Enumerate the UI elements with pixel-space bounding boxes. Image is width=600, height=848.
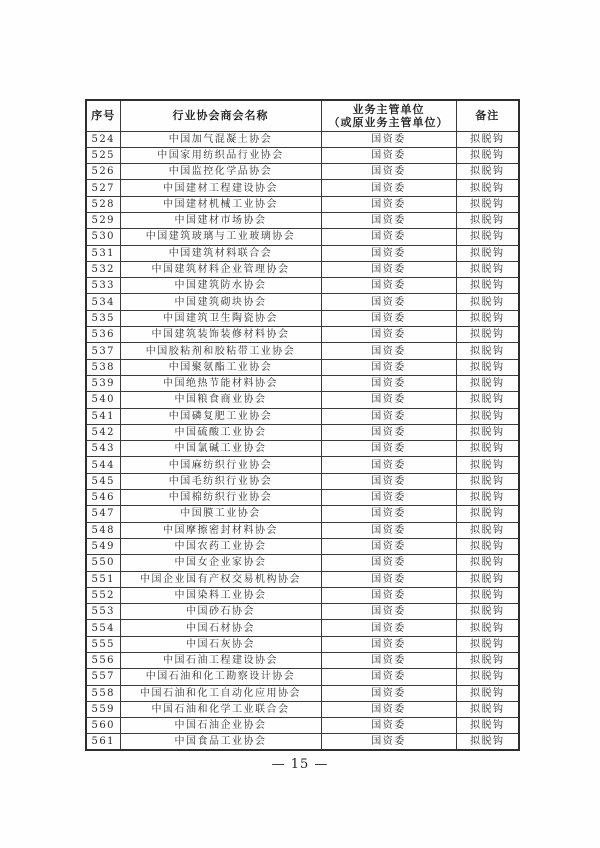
cell-remark: 拟脱钩	[456, 506, 519, 522]
cell-remark: 拟脱钩	[456, 669, 519, 685]
cell-supervisor-unit: 国资委	[321, 734, 456, 751]
table-row	[86, 571, 519, 587]
cell-supervisor-unit: 国资委	[321, 359, 456, 375]
cell-supervisor-unit: 国资委	[321, 343, 456, 359]
table-row	[86, 147, 519, 163]
cell-supervisor-unit: 国资委	[321, 653, 456, 669]
table-row	[86, 555, 519, 571]
cell-serial-number: 535	[86, 310, 120, 326]
cell-remark: 拟脱钩	[456, 375, 519, 391]
table-row	[86, 408, 519, 424]
cell-remark: 拟脱钩	[456, 359, 519, 375]
table-row	[86, 653, 519, 669]
cell-supervisor-unit: 国资委	[321, 522, 456, 538]
cell-association-name: 中国加气混凝土协会	[120, 131, 321, 147]
association-table	[85, 99, 520, 751]
cell-serial-number: 557	[86, 669, 120, 685]
cell-association-name: 中国氯碱工业协会	[120, 441, 321, 457]
cell-supervisor-unit: 国资委	[321, 212, 456, 228]
cell-association-name: 中国建筑防水协会	[120, 278, 321, 294]
cell-association-name: 中国女企业家协会	[120, 555, 321, 571]
cell-association-name: 中国建材市场协会	[120, 212, 321, 228]
cell-supervisor-unit: 国资委	[321, 180, 456, 196]
cell-serial-number: 540	[86, 392, 120, 408]
cell-supervisor-unit: 国资委	[321, 164, 456, 180]
column-header-supervisor	[321, 100, 456, 131]
cell-supervisor-unit: 国资委	[321, 131, 456, 147]
cell-remark: 拟脱钩	[456, 457, 519, 473]
cell-remark: 拟脱钩	[456, 310, 519, 326]
cell-serial-number: 529	[86, 212, 120, 228]
cell-supervisor-unit: 国资委	[321, 392, 456, 408]
cell-supervisor-unit: 国资委	[321, 587, 456, 603]
cell-serial-number: 532	[86, 261, 120, 277]
cell-association-name: 中国建材工程建设协会	[120, 180, 321, 196]
table-row	[86, 620, 519, 636]
cell-serial-number: 534	[86, 294, 120, 310]
table-row	[86, 180, 519, 196]
cell-serial-number: 533	[86, 278, 120, 294]
cell-remark: 拟脱钩	[456, 294, 519, 310]
cell-supervisor-unit: 国资委	[321, 310, 456, 326]
cell-association-name: 中国麻纺织行业协会	[120, 457, 321, 473]
cell-association-name: 中国棉纺织行业协会	[120, 490, 321, 506]
cell-remark: 拟脱钩	[456, 587, 519, 603]
cell-supervisor-unit: 国资委	[321, 327, 456, 343]
table-row	[86, 636, 519, 652]
cell-association-name: 中国石油和化学工业联合会	[120, 701, 321, 717]
cell-remark: 拟脱钩	[456, 490, 519, 506]
table-row	[86, 212, 519, 228]
cell-remark: 拟脱钩	[456, 392, 519, 408]
cell-remark: 拟脱钩	[456, 424, 519, 440]
cell-remark: 拟脱钩	[456, 620, 519, 636]
cell-serial-number: 526	[86, 164, 120, 180]
cell-association-name: 中国粮食商业协会	[120, 392, 321, 408]
cell-serial-number: 541	[86, 408, 120, 424]
cell-serial-number: 539	[86, 375, 120, 391]
cell-supervisor-unit: 国资委	[321, 375, 456, 391]
cell-supervisor-unit: 国资委	[321, 571, 456, 587]
table-body	[86, 131, 519, 750]
cell-association-name: 中国磷复肥工业协会	[120, 408, 321, 424]
cell-remark: 拟脱钩	[456, 701, 519, 717]
table-row	[86, 457, 519, 473]
cell-serial-number: 525	[86, 147, 120, 163]
table-row	[86, 424, 519, 440]
cell-serial-number: 552	[86, 587, 120, 603]
cell-association-name: 中国石材协会	[120, 620, 321, 636]
cell-serial-number: 551	[86, 571, 120, 587]
cell-remark: 拟脱钩	[456, 538, 519, 554]
cell-serial-number: 544	[86, 457, 120, 473]
cell-supervisor-unit: 国资委	[321, 196, 456, 212]
cell-supervisor-unit: 国资委	[321, 620, 456, 636]
cell-remark: 拟脱钩	[456, 245, 519, 261]
table-row	[86, 734, 519, 751]
cell-remark: 拟脱钩	[456, 164, 519, 180]
table-row	[86, 473, 519, 489]
table-row	[86, 343, 519, 359]
table-row	[86, 490, 519, 506]
cell-remark: 拟脱钩	[456, 555, 519, 571]
cell-remark: 拟脱钩	[456, 636, 519, 652]
cell-association-name: 中国建筑材料企业管理协会	[120, 261, 321, 277]
cell-association-name: 中国石油和化工勘察设计协会	[120, 669, 321, 685]
cell-serial-number: 528	[86, 196, 120, 212]
cell-serial-number: 531	[86, 245, 120, 261]
cell-association-name: 中国摩擦密封材料协会	[120, 522, 321, 538]
cell-supervisor-unit: 国资委	[321, 147, 456, 163]
table-row	[86, 294, 519, 310]
table-header-row	[86, 100, 519, 131]
cell-serial-number: 542	[86, 424, 120, 440]
cell-association-name: 中国聚氨酯工业协会	[120, 359, 321, 375]
cell-association-name: 中国建筑卫生陶瓷协会	[120, 310, 321, 326]
table-row	[86, 261, 519, 277]
cell-remark: 拟脱钩	[456, 408, 519, 424]
table-row	[86, 278, 519, 294]
table-row	[86, 310, 519, 326]
cell-serial-number: 560	[86, 718, 120, 734]
cell-serial-number: 555	[86, 636, 120, 652]
cell-remark: 拟脱钩	[456, 131, 519, 147]
cell-supervisor-unit: 国资委	[321, 506, 456, 522]
cell-serial-number: 524	[86, 131, 120, 147]
cell-association-name: 中国石油工程建设协会	[120, 653, 321, 669]
cell-supervisor-unit: 国资委	[321, 636, 456, 652]
table-row	[86, 587, 519, 603]
cell-association-name: 中国染料工业协会	[120, 587, 321, 603]
cell-association-name: 中国胶粘剂和胶粘带工业协会	[120, 343, 321, 359]
cell-remark: 拟脱钩	[456, 278, 519, 294]
cell-serial-number: 550	[86, 555, 120, 571]
cell-remark: 拟脱钩	[456, 441, 519, 457]
column-header-supervisor-line1: 业务主管单位	[352, 102, 425, 116]
cell-association-name: 中国建筑砌块协会	[120, 294, 321, 310]
cell-remark: 拟脱钩	[456, 196, 519, 212]
cell-serial-number: 527	[86, 180, 120, 196]
cell-supervisor-unit: 国资委	[321, 245, 456, 261]
cell-association-name: 中国砂石协会	[120, 604, 321, 620]
cell-serial-number: 559	[86, 701, 120, 717]
table-row	[86, 229, 519, 245]
cell-supervisor-unit: 国资委	[321, 294, 456, 310]
cell-remark: 拟脱钩	[456, 343, 519, 359]
cell-remark: 拟脱钩	[456, 261, 519, 277]
cell-supervisor-unit: 国资委	[321, 424, 456, 440]
cell-serial-number: 556	[86, 653, 120, 669]
table-row	[86, 718, 519, 734]
cell-serial-number: 537	[86, 343, 120, 359]
table-row	[86, 701, 519, 717]
cell-association-name: 中国绝热节能材料协会	[120, 375, 321, 391]
cell-remark: 拟脱钩	[456, 147, 519, 163]
table-row	[86, 538, 519, 554]
cell-supervisor-unit: 国资委	[321, 408, 456, 424]
cell-association-name: 中国膜工业协会	[120, 506, 321, 522]
cell-association-name: 中国硫酸工业协会	[120, 424, 321, 440]
page-number: — 15 —	[271, 757, 329, 772]
cell-association-name: 中国建筑玻璃与工业玻璃协会	[120, 229, 321, 245]
cell-serial-number: 553	[86, 604, 120, 620]
cell-serial-number: 554	[86, 620, 120, 636]
table-row	[86, 375, 519, 391]
cell-serial-number: 536	[86, 327, 120, 343]
cell-serial-number: 545	[86, 473, 120, 489]
table-row	[86, 164, 519, 180]
cell-remark: 拟脱钩	[456, 685, 519, 701]
column-header-association-name: 行业协会商会名称	[120, 100, 321, 131]
cell-supervisor-unit: 国资委	[321, 604, 456, 620]
table-row	[86, 245, 519, 261]
cell-association-name: 中国建材机械工业协会	[120, 196, 321, 212]
cell-supervisor-unit: 国资委	[321, 669, 456, 685]
cell-remark: 拟脱钩	[456, 718, 519, 734]
table-row	[86, 522, 519, 538]
cell-supervisor-unit: 国资委	[321, 538, 456, 554]
cell-supervisor-unit: 国资委	[321, 701, 456, 717]
cell-serial-number: 546	[86, 490, 120, 506]
cell-association-name: 中国石灰协会	[120, 636, 321, 652]
cell-association-name: 中国食品工业协会	[120, 734, 321, 751]
cell-serial-number: 543	[86, 441, 120, 457]
table-row	[86, 131, 519, 147]
table-row	[86, 604, 519, 620]
cell-remark: 拟脱钩	[456, 212, 519, 228]
cell-supervisor-unit: 国资委	[321, 473, 456, 489]
cell-serial-number: 549	[86, 538, 120, 554]
cell-supervisor-unit: 国资委	[321, 441, 456, 457]
cell-remark: 拟脱钩	[456, 229, 519, 245]
cell-supervisor-unit: 国资委	[321, 278, 456, 294]
cell-remark: 拟脱钩	[456, 180, 519, 196]
cell-association-name: 中国农药工业协会	[120, 538, 321, 554]
cell-serial-number: 530	[86, 229, 120, 245]
cell-serial-number: 538	[86, 359, 120, 375]
cell-supervisor-unit: 国资委	[321, 555, 456, 571]
cell-association-name: 中国家用纺织品行业协会	[120, 147, 321, 163]
cell-supervisor-unit: 国资委	[321, 718, 456, 734]
cell-supervisor-unit: 国资委	[321, 229, 456, 245]
cell-serial-number: 548	[86, 522, 120, 538]
table-row	[86, 359, 519, 375]
cell-supervisor-unit: 国资委	[321, 685, 456, 701]
cell-supervisor-unit: 国资委	[321, 457, 456, 473]
cell-remark: 拟脱钩	[456, 734, 519, 751]
column-header-remark: 备注	[456, 100, 519, 131]
cell-association-name: 中国监控化学品协会	[120, 164, 321, 180]
cell-association-name: 中国石油企业协会	[120, 718, 321, 734]
cell-serial-number: 561	[86, 734, 120, 751]
cell-serial-number: 558	[86, 685, 120, 701]
cell-association-name: 中国建筑装饰装修材料协会	[120, 327, 321, 343]
cell-serial-number: 547	[86, 506, 120, 522]
table-row	[86, 669, 519, 685]
cell-remark: 拟脱钩	[456, 571, 519, 587]
cell-supervisor-unit: 国资委	[321, 490, 456, 506]
table-row	[86, 392, 519, 408]
column-header-supervisor-line2: （或原业务主管单位）	[328, 115, 449, 129]
table-row	[86, 196, 519, 212]
cell-remark: 拟脱钩	[456, 522, 519, 538]
cell-remark: 拟脱钩	[456, 473, 519, 489]
cell-association-name: 中国建筑材料联合会	[120, 245, 321, 261]
cell-association-name: 中国毛纺织行业协会	[120, 473, 321, 489]
cell-supervisor-unit: 国资委	[321, 261, 456, 277]
cell-remark: 拟脱钩	[456, 604, 519, 620]
column-header-serial: 序号	[86, 100, 120, 131]
cell-association-name: 中国企业国有产权交易机构协会	[120, 571, 321, 587]
cell-remark: 拟脱钩	[456, 653, 519, 669]
table-row	[86, 441, 519, 457]
table-row	[86, 685, 519, 701]
cell-remark: 拟脱钩	[456, 327, 519, 343]
table-row	[86, 327, 519, 343]
table-row	[86, 506, 519, 522]
cell-association-name: 中国石油和化工自动化应用协会	[120, 685, 321, 701]
